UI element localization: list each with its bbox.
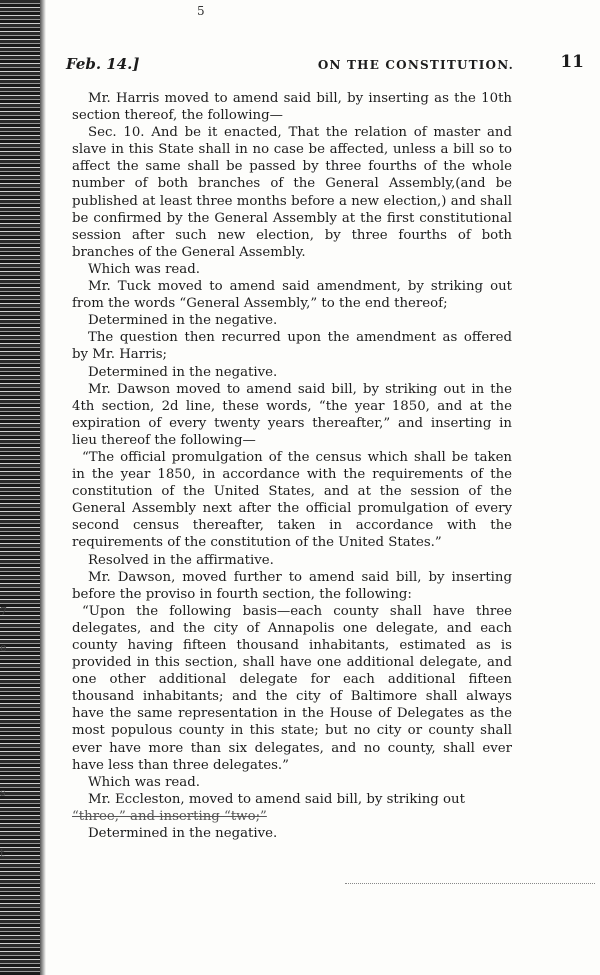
page-number: 11 xyxy=(560,52,584,72)
paragraph-determined-negative: Determined in the negative. xyxy=(88,826,278,842)
paragraph-question-recurred: The question then recurred upon the amendment as offered by Mr. Harris; xyxy=(72,330,512,363)
margin-mark: 7 xyxy=(0,605,7,618)
paragraph-census-quote: “The official promulgation of the census which shall be taken in the year 1850, in accordance with the requirements of the constitution of the United States, and at the session of the General Assembly next after the official promulgation of every second census thereafter, taken in accordance with the requirements of the constitution of the United States.” xyxy=(72,449,512,551)
paragraph-determined-negative: Determined in the negative. xyxy=(88,313,278,329)
paragraph-dawson-further-motion: Mr. Dawson, moved further to amend said bill, by inserting before the proviso in fourth section, the following: xyxy=(72,569,512,602)
running-header xyxy=(66,52,584,79)
margin-mark: s xyxy=(0,786,6,799)
paragraph-tuck-motion: Mr. Tuck moved to amend said amendment, by striking out from the words “General Assembly,” to the end thereof; xyxy=(72,279,512,312)
paragraph-determined-negative: Determined in the negative. xyxy=(88,364,278,380)
paragraph-which-was-read: Which was read. xyxy=(88,774,200,790)
top-mark: 5 xyxy=(197,4,205,18)
dotted-rule xyxy=(345,883,595,884)
paragraph-which-was-read: Which was read. xyxy=(88,261,200,277)
paragraph-dawson-motion: Mr. Dawson moved to amend said bill, by striking out in the 4th section, 2d line, these words, “the year 1850, and at the expiration of every twenty years thereafter,” and inserting in lieu thereof the following— xyxy=(72,381,512,448)
paragraph-section-10: Sec. 10. And be it enacted, That the relation of master and slave in this State shall in no case be affected, unless a bill so to affect the same shall be passed by three fourths of the whole number of both branches of the General Assembly,(and be published at least three months before a new election,) and shall be confirmed by the General Assembly at the first constitutional session after such new election, by three fourths of both branches of the General Assembly. xyxy=(72,125,512,260)
paragraph-eccleston-motion: Mr. Eccleston, moved to amend said bill, by striking out xyxy=(88,791,465,807)
header-title: ON THE CONSTITUTION. xyxy=(317,58,514,72)
book-binding-edge xyxy=(0,0,40,975)
margin-mark: e xyxy=(0,641,7,654)
paragraph-delegates-quote: “Upon the following basis—each county shall have three delegates, and the city of Annapolis one delegate, and each county having fifteen thousand inhabitants, estimated as is provided in this section, shall have one additional delegate, and one other additional delegate for each additional fifteen thousand inhabitants; and the city of Baltimore shall always have the same representation in the House of Delegates as the most populous county in this state; but no city or county shall ever have more than six delegates, and no county, shall ever have less than three delegates.” xyxy=(72,603,512,773)
paragraph-harris-motion: Mr. Harris moved to amend said bill, by inserting as the 10th section thereof, the following— xyxy=(72,91,512,124)
journal-text xyxy=(72,90,512,842)
paragraph-struck-line: “three,” and inserting “two;” xyxy=(72,808,267,824)
paragraph-resolved-affirmative: Resolved in the affirmative. xyxy=(88,552,274,568)
header-date: Feb. 14.] xyxy=(66,55,140,73)
margin-mark: t xyxy=(0,847,5,860)
